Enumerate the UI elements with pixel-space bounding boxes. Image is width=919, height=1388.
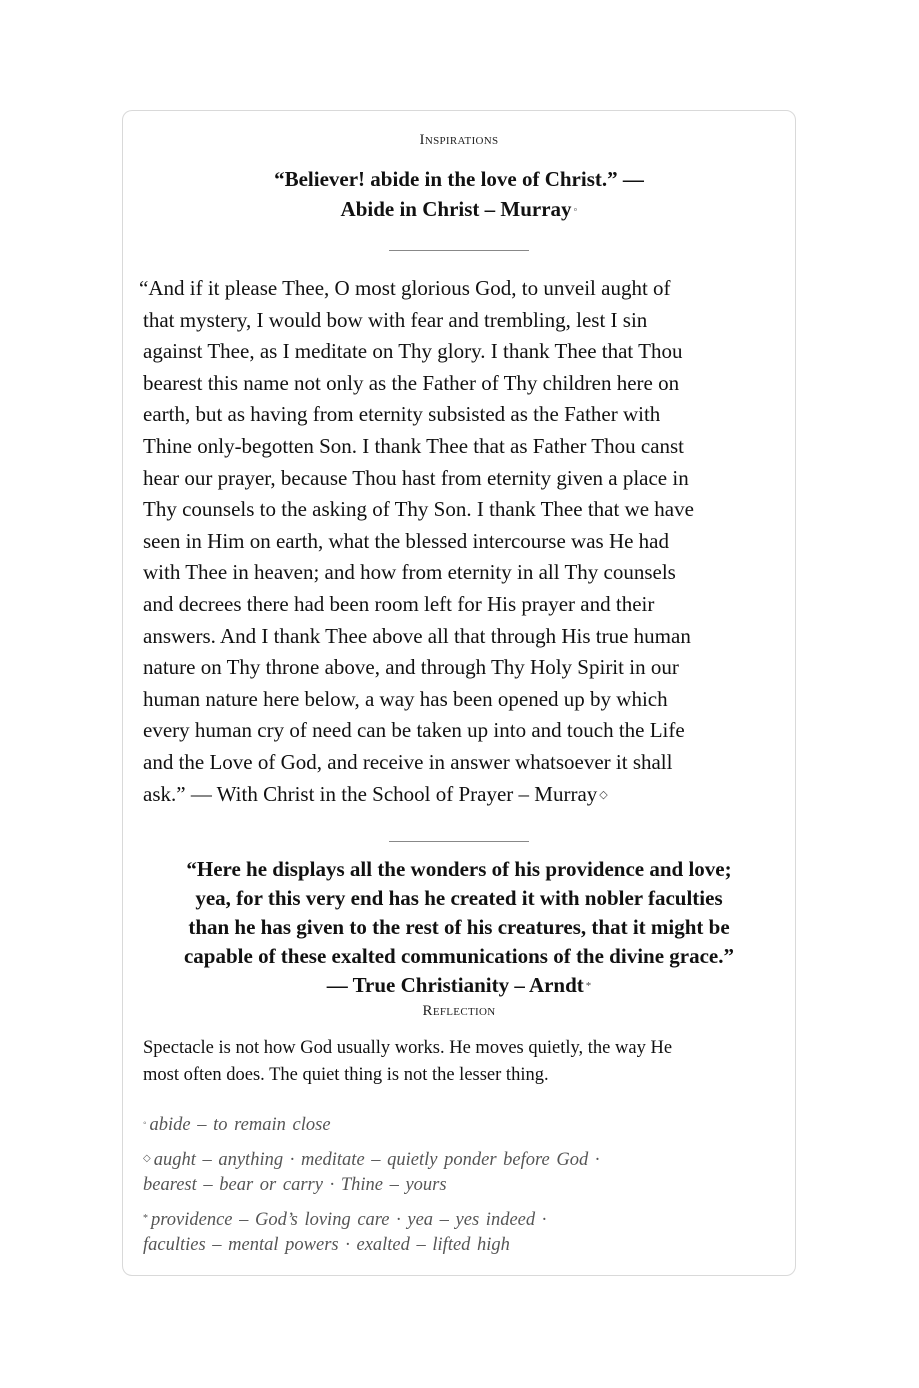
passage-line: nature on Thy throne above, and through Thy Holy Spirit in our	[143, 655, 679, 680]
footnote-marker-asterisk: *	[585, 980, 592, 993]
passage-line-source: ask.” — With Christ in the School of Prayer – Murray ◇	[143, 781, 608, 806]
passage-line: Thine only-begotten Son. I thank Thee that as Father Thou canst	[143, 433, 685, 458]
prayer-passage	[123, 273, 795, 811]
passage-line: “And if it please Thee, O most glorious God, to unveil aught of	[139, 276, 671, 300]
headline-quote-text: “Believer! abide in the love of Christ.” —	[274, 167, 644, 191]
reflection-text	[123, 1035, 795, 1089]
note-marker-diamond: ◇	[143, 1153, 151, 1165]
glossary-note: * providence – God’s loving care · yea – yes indeed · faculties – mental powers · exalted – lifted high	[143, 1210, 547, 1256]
divider	[389, 841, 529, 842]
passage-line: Thy counsels to the asking of Thy Son. I thank Thee that we have	[143, 497, 694, 522]
footnote-marker-circle: ◦	[573, 204, 578, 216]
quote-source-line: — True Christianity – Arndt *	[326, 973, 592, 998]
reflection-line: Spectacle is not how God usually works. He moves quietly, the way He	[143, 1038, 673, 1059]
devotional-card	[122, 110, 796, 1276]
passage-line: every human cry of need can be taken up into and touch the Life	[143, 718, 685, 743]
section-label-inspirations: Inspirations	[419, 132, 499, 148]
section-label-reflection: Reflection	[422, 1003, 496, 1020]
quote-line: “Here he displays all the wonders of his providence and love;	[186, 857, 732, 882]
quote-line: than he has given to the rest of his creatures, that it might be	[188, 915, 730, 940]
passage-line: answers. And I thank Thee above all that through His true human	[143, 623, 691, 648]
passage-line: and the Love of God, and receive in answer whatsoever it shall	[143, 749, 673, 774]
passage-line: hear our prayer, because Thou hast from eternity given a place in	[143, 465, 689, 490]
headline-source-line	[123, 194, 795, 225]
glossary-note: ◦ abide – to remain close	[143, 1115, 331, 1136]
reflection-line: most often does. The quiet thing is not the lesser thing.	[143, 1065, 549, 1086]
glossary-notes	[123, 1111, 795, 1258]
arndt-quote	[123, 855, 795, 1001]
passage-line: that mystery, I would bow with fear and trembling, lest I sin	[143, 307, 648, 332]
passage-line: bearest this name not only as the Father of Thy children here on	[143, 370, 680, 395]
note-marker-asterisk: *	[143, 1213, 148, 1225]
headline-quote	[123, 164, 795, 225]
glossary-note: ◇ aught – anything · meditate – quietly ponder before God · bearest – bear or carry · Thine – yours	[143, 1150, 600, 1196]
headline-source: Abide in Christ – Murray	[340, 197, 572, 221]
divider	[389, 250, 529, 251]
quote-line: yea, for this very end has he created it with nobler faculties	[195, 886, 723, 911]
quote-line: capable of these exalted communications of the divine grace.”	[183, 944, 734, 969]
passage-line: human nature here below, a way has been opened up by which	[143, 686, 668, 711]
passage-line: against Thee, as I meditate on Thy glory. I thank Thee that Thou	[143, 339, 683, 364]
passage-line: and decrees there had been room left for His prayer and their	[143, 591, 655, 616]
note-marker-circle: ◦	[143, 1118, 147, 1130]
footnote-marker-diamond: ◇	[599, 788, 608, 801]
passage-line: seen in Him on earth, what the blessed intercourse was He had	[143, 528, 670, 553]
passage-line: with Thee in heaven; and how from eternity in all Thy counsels	[143, 560, 676, 585]
open-quote: “	[139, 276, 149, 300]
passage-line: earth, but as having from eternity subsisted as the Father with	[143, 402, 661, 427]
